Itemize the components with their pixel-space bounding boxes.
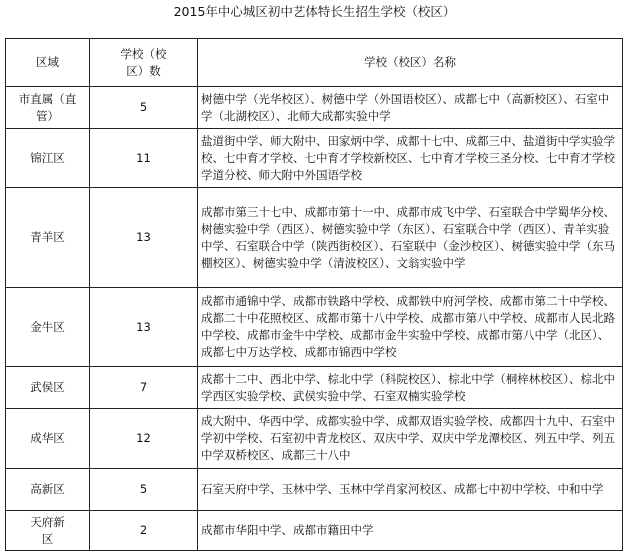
schools-cell: 成都市华阳中学、成都市籍田中学 — [198, 511, 623, 551]
header-count: 学校（校区）数 — [90, 39, 198, 87]
district-cell: 青羊区 — [6, 188, 90, 288]
district-cell: 市直属（直管） — [6, 87, 90, 129]
schools-cell: 树德中学（光华校区）、树德中学（外国语校区）、成都七中（高新校区）、石室中学（北湖校区）、北师大成都实验中学 — [198, 87, 623, 129]
schools-cell: 成都市第三十七中、成都市第十一中、成都市成飞中学、石室联合中学蜀华分校、树德实验中学（西区）、树德实验中学（东区）、石室联合中学（西区）、青羊实验中学、石室联合中学（陕西街校区）、石室联中（金沙校区）、树德实验中学（东马棚校区）、树德实验中学（清波校区）、文翁实验中学 — [198, 188, 623, 288]
district-cell: 天府新区 — [6, 511, 90, 551]
table-row — [6, 367, 623, 409]
schools-cell: 石室天府中学、玉林中学、玉林中学肖家河校区、成都七中初中学校、中和中学 — [198, 469, 623, 511]
table-row — [6, 87, 623, 129]
table-row — [6, 409, 623, 469]
count-cell: 11 — [90, 129, 198, 188]
district-cell: 金牛区 — [6, 288, 90, 367]
table-row — [6, 288, 623, 367]
schools-table — [5, 38, 623, 551]
district-cell: 成华区 — [6, 409, 90, 469]
count-cell: 5 — [90, 87, 198, 129]
table-row — [6, 129, 623, 188]
count-cell: 13 — [90, 288, 198, 367]
district-cell: 锦江区 — [6, 129, 90, 188]
schools-cell: 盐道街中学、师大附中、田家炳中学、成都十七中、成都三中、盐道街中学实验学校、七中育才学校、七中育才学校新校区、七中育才学校三圣分校、七中育才学校学道分校、师大附中外国语学校 — [198, 129, 623, 188]
table-row — [6, 188, 623, 288]
schools-cell: 成都市通锦中学、成都市铁路中学校、成都铁中府河学校、成都市第二十中学校、成都二十中花照校区、成都市第十八中学校、成都市第八中学校、成都市人民北路中学校、成都市金牛中学校、成都市金牛实验中学校、成都市第八中学（北区）、成都七中万达学校、成都市锦西中学校 — [198, 288, 623, 367]
schools-cell: 成都十二中、西北中学、棕北中学（科院校区）、棕北中学（桐梓林校区）、棕北中学西区实验学校、武侯实验中学、石室双楠实验学校 — [198, 367, 623, 409]
count-cell: 12 — [90, 409, 198, 469]
schools-cell: 成大附中、华西中学、成都实验中学、成都双语实验学校、成都四十九中、石室中学初中学校、石室初中青龙校区、双庆中学、双庆中学龙潭校区、列五中学、列五中学双桥校区、成都三十八中 — [198, 409, 623, 469]
count-cell: 2 — [90, 511, 198, 551]
page-title: 2015年中心城区初中艺体特长生招生学校（校区） — [173, 4, 456, 19]
table-row — [6, 511, 623, 551]
table-row — [6, 469, 623, 511]
count-cell: 5 — [90, 469, 198, 511]
district-cell: 高新区 — [6, 469, 90, 511]
table-header-row — [6, 39, 623, 87]
count-cell: 13 — [90, 188, 198, 288]
count-cell: 7 — [90, 367, 198, 409]
header-schools: 学校（校区）名称 — [198, 39, 623, 87]
header-district: 区域 — [6, 39, 90, 87]
district-cell: 武侯区 — [6, 367, 90, 409]
